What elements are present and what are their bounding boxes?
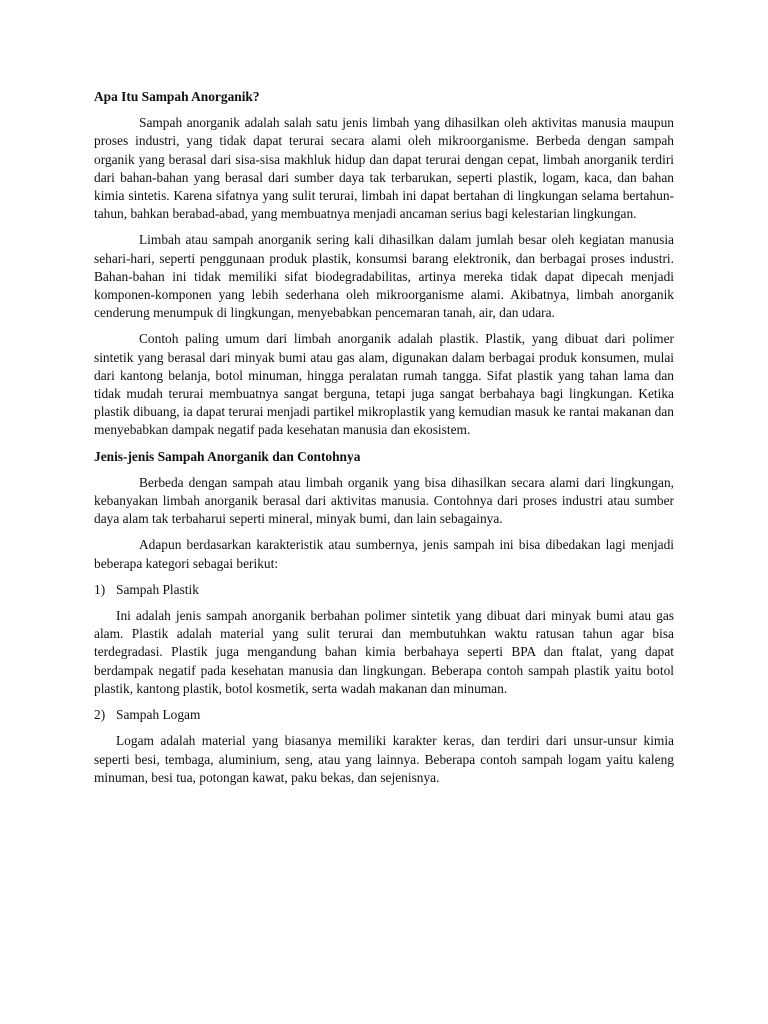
list-number: 1) (94, 581, 106, 597)
paragraph: Limbah atau sampah anorganik sering kali dihasilkan dalam jumlah besar oleh kegiatan manusia sehari-hari, seperti penggunaan produk plastik, konsumsi barang elektronik, dan berbagai proses industri. Bahan-bahan ini tidak memiliki sifat biodegradabilitas, artinya mereka tidak dapat dipecah menjadi komponen-komponen yang lebih sederhana oleh mikroorganisme alami. Akibatnya, limbah anorganik cenderung menumpuk di lingkungan, menyebabkan pencemaran tanah, air, dan udara. (94, 232, 674, 321)
paragraph: Sampah anorganik adalah salah satu jenis limbah yang dihasilkan oleh aktivitas manusia maupun proses industri, yang tidak dapat terurai secara alami oleh mikroorganisme. Berbeda dengan sampah organik yang berasal dari sisa-sisa makhluk hidup dan dapat terurai dengan cepat, limbah anorganik terdiri dari bahan-bahan yang berasal dari sumber daya tak terbarukan, seperti plastik, logam, kaca, dan bahan kimia sintetis. Karena sifatnya yang sulit terurai, limbah ini dapat bertahan di lingkungan selama bertahun-tahun, bahkan berabad-abad, yang membuatnya menjadi ancaman serius bagi kelestarian lingkungan. (94, 115, 674, 222)
document-body (94, 88, 674, 795)
section-heading-types: Jenis-jenis Sampah Anorganik dan Contohnya (94, 448, 361, 464)
list-label: Sampah Plastik (116, 581, 199, 597)
list-item-description: Logam adalah material yang biasanya memiliki karakter keras, dan terdiri dari unsur-unsur kimia seperti besi, tembaga, aluminium, seng, atau yang lainnya. Beberapa contoh sampah logam yaitu kaleng minuman, besi tua, potongan kawat, paku bekas, dan sejenisnya. (94, 733, 674, 785)
list-item-description: Ini adalah jenis sampah anorganik berbahan polimer sintetik yang dibuat dari minyak bumi atau gas alam. Plastik adalah material yang sulit terurai dan membutuhkan waktu ratusan tahun agar bisa terdegradasi. Plastik juga mengandung bahan kimia berbahaya seperti BPA dan ftalat, yang dapat berdampak negatif pada kesehatan manusia dan lingkungan. Beberapa contoh sampah plastik yaitu botol plastik, kantong plastik, botol kosmetik, serta wadah makanan dan minuman. (94, 608, 674, 696)
paragraph: Contoh paling umum dari limbah anorganik adalah plastik. Plastik, yang dibuat dari polimer sintetik yang berasal dari minyak bumi atau gas alam, digunakan dalam berbagai produk konsumen, mulai dari kantong belanja, botol minuman, hingga peralatan rumah tangga. Sifat plastik yang tahan lama dan tidak mudah terurai membuatnya sangat berguna, tetapi juga sangat berbahaya bagi lingkungan. Ketika plastik dibuang, ia dapat terurai menjadi partikel mikroplastik yang kemudian masuk ke rantai makanan dan menyebabkan dampak negatif pada kesehatan manusia dan ekosistem. (94, 331, 674, 438)
list-item-plastic (94, 581, 674, 599)
list-number: 2) (94, 707, 106, 723)
list-label: Sampah Logam (116, 707, 201, 723)
paragraph: Adapun berdasarkan karakteristik atau sumbernya, jenis sampah ini bisa dibedakan lagi menjadi beberapa kategori sebagai berikut: (94, 537, 674, 571)
list-item-metal (94, 706, 674, 724)
paragraph: Berbeda dengan sampah atau limbah organik yang bisa dihasilkan secara alami dari lingkungan, kebanyakan limbah anorganik berasal dari aktivitas manusia. Contohnya dari proses industri atau sumber daya alam tak terbaharui seperti mineral, minyak bumi, dan lain sebagainya. (94, 474, 674, 527)
section-heading-what-is: Apa Itu Sampah Anorganik? (94, 89, 260, 104)
